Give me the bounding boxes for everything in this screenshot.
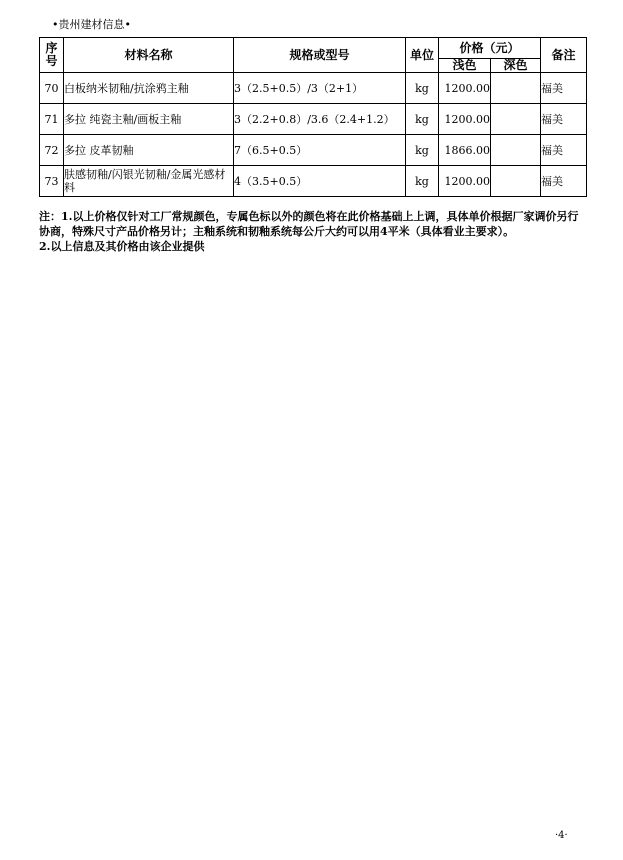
table-row — [40, 104, 587, 135]
cell-seq: 71 — [40, 104, 64, 135]
cell-unit: kg — [406, 104, 439, 135]
price-light-value: 1866.00 — [444, 143, 490, 157]
header-dark: 深色 — [491, 59, 541, 73]
cell-name: 多拉 纯瓷主釉/画板主釉 — [64, 104, 234, 135]
header-spec: 规格或型号 — [234, 38, 406, 73]
note-1: 注：1.以上价格仅针对工厂常规颜色，专属色标以外的颜色将在此价格基础上上调，具体单价根据厂家调价另行协商，特殊尺寸产品价格另计；主釉系统和韧釉系统每公斤大约可以用4平米（具体看业主要求）。 — [39, 210, 579, 238]
table-row — [40, 73, 587, 104]
note-2: 2.以上信息及其价格由该企业提供 — [39, 240, 205, 253]
table-row — [40, 166, 587, 197]
cell-light-price — [439, 73, 491, 104]
cell-dark-price — [491, 73, 541, 104]
header-price: 价格（元） — [439, 38, 541, 59]
cell-spec: 4（3.5+0.5） — [234, 166, 406, 197]
cell-seq: 70 — [40, 73, 64, 104]
cell-seq: 72 — [40, 135, 64, 166]
cell-remark: 福美 — [541, 166, 587, 197]
price-light-value: 1200.00 — [444, 81, 490, 95]
header-seq: 序号 — [40, 38, 64, 73]
cell-remark: 福美 — [541, 104, 587, 135]
cell-unit: kg — [406, 135, 439, 166]
cell-remark: 福美 — [541, 135, 587, 166]
cell-spec: 3（2.5+0.5）/3（2+1） — [234, 73, 406, 104]
cell-name: 白板纳米韧釉/抗涂鸦主釉 — [64, 73, 234, 104]
price-light-value: 1200.00 — [444, 174, 490, 188]
price-light-value: 1200.00 — [444, 112, 490, 126]
cell-light-price — [439, 166, 491, 197]
table-row — [40, 135, 587, 166]
cell-unit: kg — [406, 166, 439, 197]
cell-remark: 福美 — [541, 73, 587, 104]
cell-spec: 7（6.5+0.5） — [234, 135, 406, 166]
price-table — [39, 37, 587, 197]
cell-name: 肤感韧釉/闪银光韧釉/金属光感材料 — [64, 166, 234, 197]
table-header-row — [40, 38, 587, 59]
cell-name: 多拉 皮革韧釉 — [64, 135, 234, 166]
cell-unit: kg — [406, 73, 439, 104]
page-number: ·4· — [555, 830, 568, 841]
header-name: 材料名称 — [64, 38, 234, 73]
cell-dark-price — [491, 104, 541, 135]
cell-seq: 73 — [40, 166, 64, 197]
page-header: •贵州建材信息• — [52, 18, 131, 31]
notes — [39, 209, 587, 254]
cell-light-price — [439, 135, 491, 166]
cell-light-price — [439, 104, 491, 135]
header-unit: 单位 — [406, 38, 439, 73]
cell-dark-price — [491, 135, 541, 166]
header-light: 浅色 — [439, 59, 491, 73]
header-remark: 备注 — [541, 38, 587, 73]
cell-spec: 3（2.2+0.8）/3.6（2.4+1.2） — [234, 104, 406, 135]
cell-dark-price — [491, 166, 541, 197]
